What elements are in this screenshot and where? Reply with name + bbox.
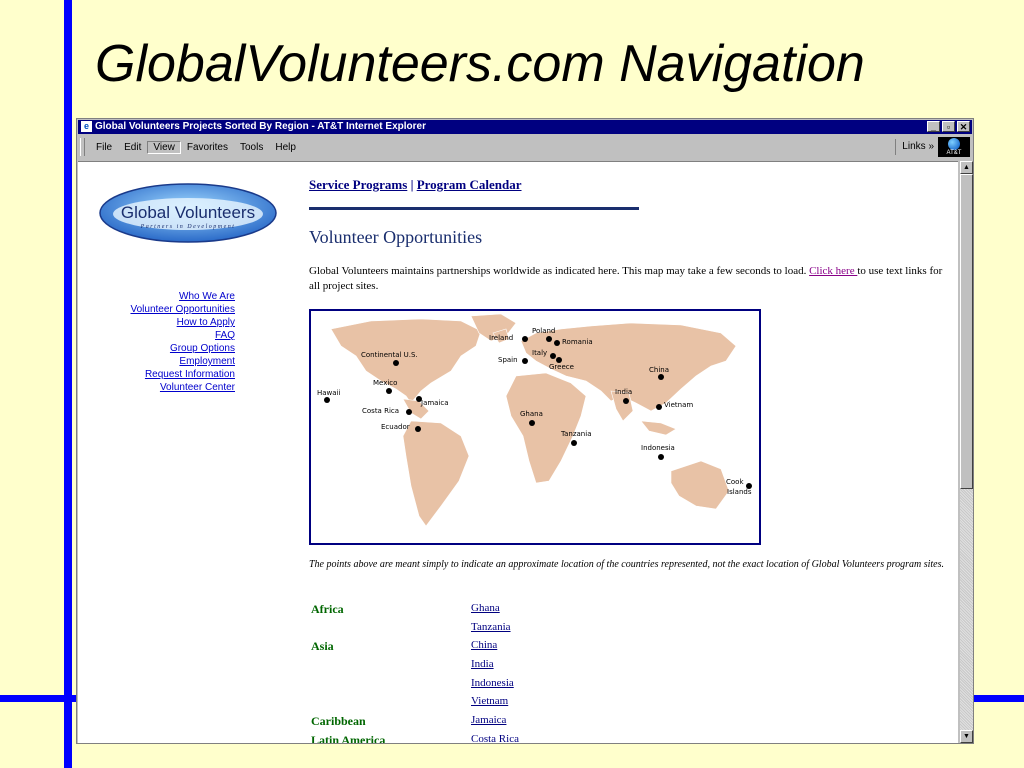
page-content	[78, 161, 958, 744]
sidebar-item-request-information[interactable]: Request Information	[144, 369, 235, 380]
window-title: Global Volunteers Projects Sorted By Region - AT&T Internet Explorer	[95, 121, 426, 132]
country-link-costa-rica[interactable]: Costa Rica	[471, 732, 519, 744]
menu-favorites[interactable]: Favorites	[186, 142, 228, 153]
country-link-india[interactable]: India	[471, 658, 494, 671]
map-label: Vietnam	[664, 401, 694, 409]
map-marker[interactable]	[386, 388, 392, 394]
region-name-caribbean: Caribbean	[311, 714, 366, 729]
global-volunteers-logo[interactable]	[98, 182, 278, 244]
map-marker[interactable]	[324, 397, 330, 403]
menu-file[interactable]: File	[96, 142, 113, 153]
map-label: Costa Rica	[362, 407, 400, 415]
region-list	[309, 602, 949, 744]
links-chevron-icon[interactable]: »	[928, 141, 934, 152]
scroll-down-button[interactable]: ▼	[960, 730, 973, 743]
close-button[interactable]: ✕	[957, 121, 970, 132]
country-link-tanzania[interactable]: Tanzania	[471, 620, 511, 633]
intro-text-2: to use text links for all project sites.	[309, 265, 943, 292]
map-marker[interactable]	[550, 353, 556, 359]
intro-paragraph	[309, 264, 949, 294]
window-titlebar[interactable]	[78, 120, 972, 134]
map-marker[interactable]	[623, 398, 629, 404]
country-link-ghana[interactable]: Ghana	[471, 602, 500, 614]
list-item	[309, 695, 949, 714]
map-label: Islands	[727, 488, 752, 496]
map-marker[interactable]	[415, 426, 421, 432]
world-map[interactable]	[309, 309, 761, 545]
map-label: Greece	[549, 363, 574, 371]
logo-name: Global Volunteers	[120, 203, 256, 222]
minimize-button[interactable]: _	[927, 121, 940, 132]
map-label: Continental U.S.	[361, 351, 418, 359]
sidebar-item-who-we-are[interactable]: Who We Are	[179, 291, 235, 302]
maximize-button[interactable]: ▫	[942, 121, 955, 132]
map-disclaimer: The points above are meant simply to indicate an approximate location of the countries represented, not the exact location of Global Volunteers program sites.	[309, 559, 944, 570]
map-label: India	[615, 388, 633, 396]
map-marker[interactable]	[554, 340, 560, 346]
map-label: Ireland	[489, 334, 514, 342]
browser-throbber	[938, 137, 970, 157]
map-marker[interactable]	[546, 336, 552, 342]
menu-help[interactable]: Help	[275, 142, 296, 153]
program-calendar-link[interactable]: Program Calendar	[416, 177, 522, 192]
map-label: China	[649, 366, 669, 374]
nav-separator: |	[410, 177, 414, 192]
map-label: Ghana	[520, 410, 543, 418]
region-name-latin-america: Latin America	[311, 732, 386, 744]
menu-view[interactable]: View	[147, 141, 181, 154]
sidebar-item-volunteer-center[interactable]: Volunteer Center	[159, 382, 235, 393]
region-name-asia: Asia	[311, 639, 334, 654]
intro-text: Global Volunteers maintains partnerships worldwide as indicated here. This map may take a few seconds to load.	[309, 265, 810, 277]
map-marker[interactable]	[656, 404, 662, 410]
slide-title: GlobalVolunteers.com Navigation	[95, 35, 865, 93]
menu-tools[interactable]: Tools	[239, 142, 264, 153]
slide-vertical-accent-bar	[64, 0, 72, 768]
map-marker[interactable]	[522, 336, 528, 342]
header-rule	[309, 207, 639, 210]
map-marker[interactable]	[393, 360, 399, 366]
service-programs-link[interactable]: Service Programs	[309, 177, 408, 192]
map-label: Romania	[562, 338, 593, 346]
logo-tagline: Partners in Development	[140, 224, 236, 230]
map-label: Tanzania	[561, 430, 592, 438]
map-label: Mexico	[373, 379, 398, 387]
map-label: Poland	[532, 327, 556, 335]
map-label: Hawaii	[317, 389, 341, 397]
map-marker[interactable]	[522, 358, 528, 364]
list-item	[309, 658, 949, 677]
throbber-label: AT&T	[946, 150, 962, 156]
region-name-africa: Africa	[311, 602, 344, 616]
country-link-vietnam[interactable]: Vietnam	[471, 695, 509, 708]
map-marker[interactable]	[406, 409, 412, 415]
map-marker[interactable]	[658, 374, 664, 380]
toolbar-grip[interactable]	[80, 138, 85, 156]
page-heading: Volunteer Opportunities	[309, 227, 483, 247]
list-item	[309, 714, 949, 733]
country-link-indonesia[interactable]: Indonesia	[471, 676, 514, 689]
map-landmasses	[331, 314, 736, 526]
links-label: Links	[902, 141, 926, 152]
vertical-scrollbar[interactable]	[960, 161, 973, 743]
scrollbar-thumb[interactable]	[960, 174, 973, 489]
globe-icon	[948, 138, 960, 150]
internet-explorer-icon: e	[81, 121, 92, 132]
map-label: Cook	[726, 478, 744, 486]
list-item	[309, 621, 949, 640]
list-item	[309, 602, 949, 621]
country-link-china[interactable]: China	[471, 639, 498, 652]
scroll-up-button[interactable]: ▲	[960, 161, 973, 174]
sidebar-item-group-options[interactable]: Group Options	[169, 343, 235, 354]
list-item	[309, 733, 949, 744]
sidebar-item-employment[interactable]: Employment	[179, 356, 235, 367]
click-here-link[interactable]: Click here	[809, 265, 858, 277]
sidebar-nav	[78, 290, 235, 394]
map-label: Jamaica	[421, 399, 449, 407]
menu-edit[interactable]: Edit	[124, 142, 142, 153]
map-label: Italy	[532, 349, 548, 357]
sidebar-item-volunteer-opportunities[interactable]: Volunteer Opportunities	[130, 304, 235, 315]
map-marker[interactable]	[529, 420, 535, 426]
menu-bar	[78, 136, 972, 158]
country-link-jamaica[interactable]: Jamaica	[471, 714, 507, 727]
map-label: Ecuador	[381, 423, 410, 431]
links-toolbar[interactable]	[895, 139, 934, 155]
browser-window	[76, 118, 974, 744]
map-marker[interactable]	[571, 440, 577, 446]
sidebar-item-faq[interactable]: FAQ	[214, 330, 235, 341]
map-label: Spain	[498, 356, 518, 364]
map-marker[interactable]	[658, 454, 664, 460]
list-item	[309, 677, 949, 696]
map-label: Indonesia	[641, 444, 675, 452]
top-nav-links	[309, 177, 522, 193]
sidebar-item-how-to-apply[interactable]: How to Apply	[176, 317, 235, 328]
list-item	[309, 639, 949, 658]
